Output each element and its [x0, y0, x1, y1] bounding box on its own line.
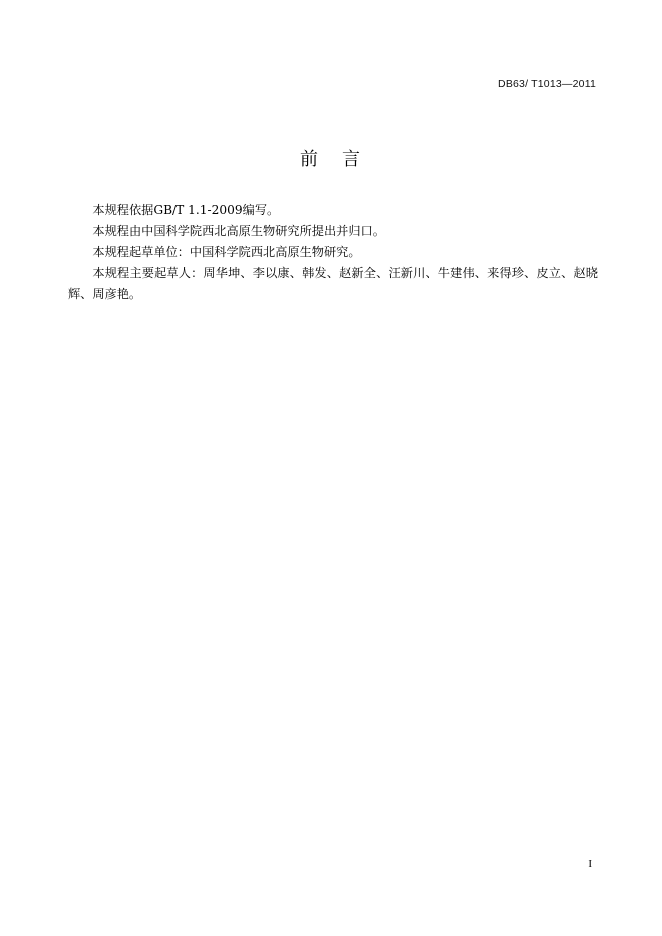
foreword-paragraph-1: 本规程依据GB/T 1.1-2009编写。 [92, 203, 280, 217]
page-title-second-char: 言 [342, 149, 362, 170]
foreword-paragraph-3: 本规程起草单位：中国科学院西北高原生物研究。 [92, 245, 361, 259]
page-title-first-char: 前 [300, 149, 320, 170]
foreword-paragraph-4: 本规程主要起草人：周华坤、李以康、韩发、赵新全、汪新川、牛建伟、来得珍、皮立、赵晓辉、周彦艳。 [68, 266, 598, 301]
foreword-body [68, 200, 598, 305]
page-title [0, 145, 662, 171]
document-header-code: DB63/ T1013—2011 [498, 78, 596, 90]
foreword-paragraph-2: 本规程由中国科学院西北高原生物研究所提出并归口。 [92, 224, 385, 238]
page-number: I [588, 858, 592, 870]
